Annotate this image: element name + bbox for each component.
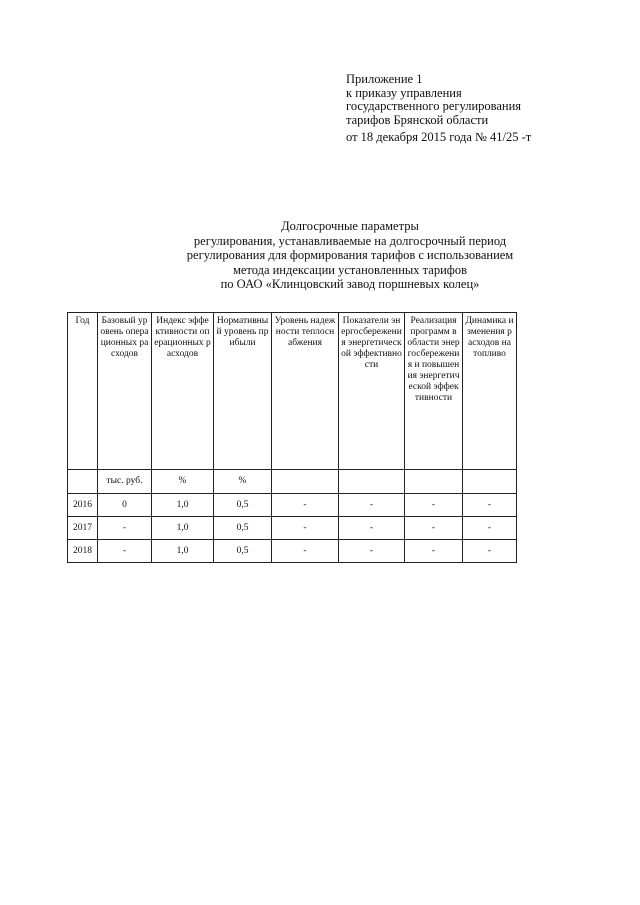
header-cell: Базовый уровень операционных расходов [98,313,152,470]
table-cell: - [463,540,517,563]
table-cell: 0,5 [214,494,272,517]
title-line: метода индексации установленных тарифов [232,262,468,277]
unit-cell [339,470,405,494]
appendix-line: Приложение 1 [346,72,423,86]
table-cell: 1,0 [152,540,214,563]
table-cell: - [272,517,339,540]
table-cell: - [272,494,339,517]
table-cell: - [339,494,405,517]
unit-cell [272,470,339,494]
header-cell: Индекс эффективности операционных расходов [152,313,214,470]
appendix-line: к приказу управления [346,85,462,100]
title-line: регулирования, устанавливаемые на долгосрочный период [193,233,507,248]
table-cell: 1,0 [152,494,214,517]
appendix-line: государственного регулирования [346,99,522,113]
table-cell: - [339,517,405,540]
document-title [100,219,600,292]
year-cell: 2018 [68,540,98,563]
table-row [68,494,517,517]
header-cell: Уровень надежности теплоснабжения [272,313,339,470]
table-cell: - [405,494,463,517]
table-cell: 0,5 [214,540,272,563]
table-row [68,517,517,540]
header-cell: Нормативный уровень прибыли [214,313,272,470]
unit-cell: % [214,470,272,494]
table-cell: - [272,540,339,563]
table-cell: - [98,517,152,540]
unit-cell [463,470,517,494]
year-cell: 2017 [68,517,98,540]
units-row [68,470,517,494]
header-cell: Динамика изменения расходов на топливо [463,313,517,470]
table-cell: - [405,540,463,563]
title-line: Долгосрочные параметры [281,219,419,233]
table-cell: - [98,540,152,563]
table-cell: - [405,517,463,540]
parameters-table [67,312,517,563]
header-cell: Год [68,313,98,470]
header-cell: Реализация программ в области энергосбережения и повышения энергетической эффективности [405,313,463,470]
unit-cell: % [152,470,214,494]
unit-cell [68,470,98,494]
table-cell: 0,5 [214,517,272,540]
year-cell: 2016 [68,494,98,517]
order-date-line: от 18 декабря 2015 года № 41/25 -т [346,130,532,144]
header-cell: Показатели энергосбережения энергетической эффективности [339,313,405,470]
table-cell: 1,0 [152,517,214,540]
unit-cell [405,470,463,494]
table-cell: - [463,517,517,540]
header-row [68,313,517,470]
table-row [68,540,517,563]
unit-cell: тыс. руб. [98,470,152,494]
table-cell: - [339,540,405,563]
appendix-line: тарифов Брянской области [346,112,489,127]
table-cell: - [463,494,517,517]
appendix-block [346,73,531,145]
table-cell: 0 [98,494,152,517]
title-line: регулирования для формирования тарифов с использованием [186,248,514,262]
title-line: по ОАО «Клинцовский завод поршневых колец» [220,277,480,291]
